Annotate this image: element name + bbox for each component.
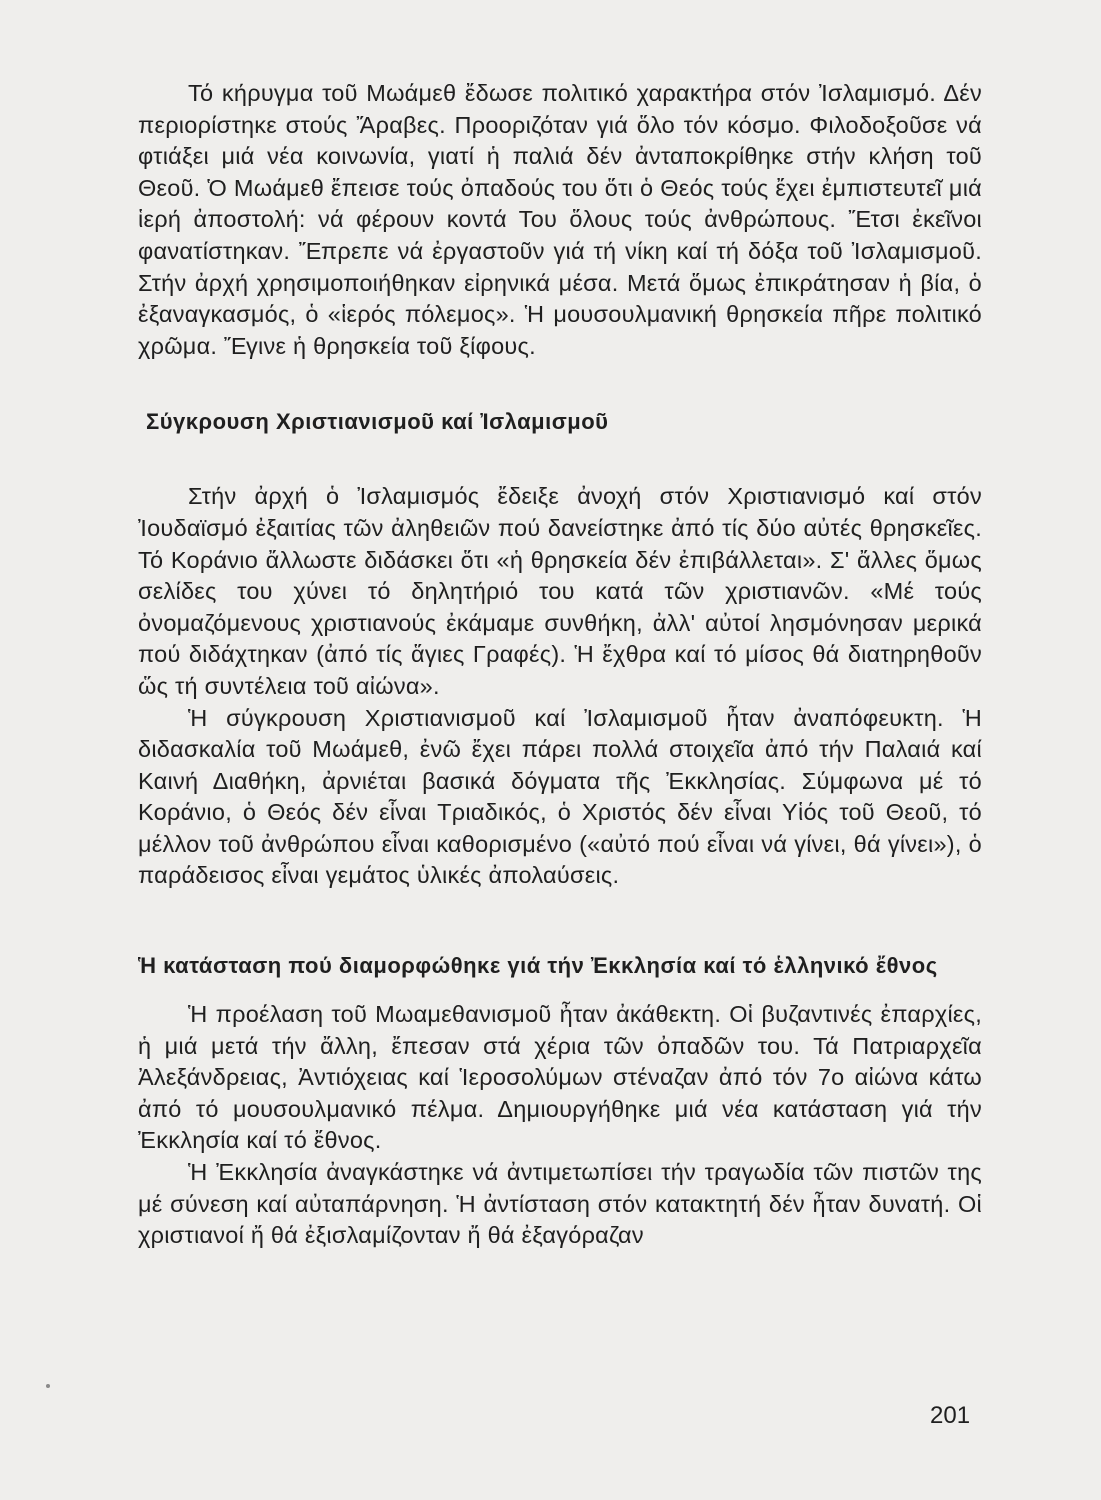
page-body: [138, 78, 982, 1252]
page-number: 201: [930, 1402, 971, 1429]
margin-mark: [46, 1384, 50, 1388]
body-paragraph: Τό κήρυγμα τοῦ Μωάμεθ ἔδωσε πολιτικό χαρακτήρα στόν Ἰσλαμισμό. Δέν περιορίστηκε στούς Ἄραβες. Προοριζόταν γιά ὅλο τόν κόσμο. Φιλοδοξοῦσε νά φτιάξει μιά νέα κοινωνία, γιατί ἡ παλιά δέν ἀνταποκρίθηκε στήν κλήση τοῦ Θεοῦ. Ὁ Μωάμεθ ἔπεισε τούς ὀπαδούς του ὅτι ὁ Θεός τούς ἔχει ἐμπιστευτεῖ μιά ἱερή ἀποστολή: νά φέρουν κοντά Του ὅλους τούς ἀνθρώπους. Ἔτσι ἐκεῖνοι φανατίστηκαν. Ἔπρεπε νά ἐργαστοῦν γιά τή νίκη καί τή δόξα τοῦ Ἰσλαμισμοῦ. Στήν ἀρχή χρησιμοποιήθηκαν εἰρηνικά μέσα. Μετά ὅμως ἐπικράτησαν ἡ βία, ὁ ἐξαναγκασμός, ὁ «ἱερός πόλεμος». Ἡ μουσουλμανική θρησκεία πῆρε πολιτικό χρῶμα. Ἔγινε ἡ θρησκεία τοῦ ξίφους.: [138, 80, 982, 359]
body-paragraph: Ἡ προέλαση τοῦ Μωαμεθανισμοῦ ἦταν ἀκάθεκτη. Οἱ βυζαντινές ἐπαρχίες, ἡ μιά μετά τήν ἄλλη, ἔπεσαν στά χέρια τῶν ὀπαδῶν του. Τά Πατριαρχεῖα Ἀλεξάνδρειας, Ἀντιόχειας καί Ἱεροσολύμων στέναζαν ἀπό τόν 7ο αἰώνα κάτω ἀπό τό μουσουλμανικό πέλμα. Δημιουργήθηκε μιά νέα κατάσταση γιά τήν Ἐκκλησία καί τό ἔθνος.: [138, 1001, 982, 1154]
body-paragraph: Ἡ Ἐκκλησία ἀναγκάστηκε νά ἀντιμετωπίσει τήν τραγωδία τῶν πιστῶν της μέ σύνεση καί αὐταπάρνηση. Ἡ ἀντίσταση στόν κατακτητή δέν ἦταν δυνατή. Οἱ χριστιανοί ἤ θά ἐξισλαμίζονταν ἤ θά ἐξαγόραζαν: [138, 1159, 982, 1249]
section-heading: Ἡ κατάσταση πού διαμορφώθηκε γιά τήν Ἐκκλησία καί τό ἑλληνικό ἔθνος: [138, 953, 938, 979]
body-paragraph: Ἡ σύγκρουση Χριστιανισμοῦ καί Ἰσλαμισμοῦ ἦταν ἀναπόφευκτη. Ἡ διδασκαλία τοῦ Μωάμεθ, ἐνῶ ἔχει πάρει πολλά στοιχεῖα ἀπό τήν Παλαιά καί Καινή Διαθήκη, ἀρνιέται βασικά δόγματα τῆς Ἐκκλησίας. Σύμφωνα μέ τό Κοράνιο, ὁ Θεός δέν εἶναι Τριαδικός, ὁ Χριστός δέν εἶναι Υἱός τοῦ Θεοῦ, τό μέλλον τοῦ ἀνθρώπου εἶναι καθορισμένο («αὐτό πού εἶναι νά γίνει, θά γίνει»), ὁ παράδεισος εἶναι γεμάτος ὑλικές ἀπολαύσεις.: [138, 704, 982, 889]
section-heading: Σύγκρουση Χριστιανισμοῦ καί Ἰσλαμισμοῦ: [146, 409, 609, 435]
body-paragraph: Στήν ἀρχή ὁ Ἰσλαμισμός ἔδειξε ἀνοχή στόν Χριστιανισμό καί στόν Ἰουδαϊσμό ἐξαιτίας τῶν ἀληθειῶν πού δανείστηκε ἀπό τίς δύο αὐτές θρησκεῖες. Τό Κοράνιο ἄλλωστε διδάσκει ὅτι «ἡ θρησκεία δέν ἐπιβάλλεται». Σ' ἄλλες ὅμως σελίδες του χύνει τό δηλητήριό του κατά τῶν χριστιανῶν. «Μέ τούς ὀνομαζόμενους χριστιανούς ἐκάμαμε συνθήκη, ἀλλ' αὐτοί λησμόνησαν μερικά πού διδάχτηκαν (ἀπό τίς ἅγιες Γραφές). Ἡ ἔχθρα καί τό μίσος θά διατηρηθοῦν ὥς τή συντέλεια τοῦ αἰώνα».: [138, 483, 982, 699]
